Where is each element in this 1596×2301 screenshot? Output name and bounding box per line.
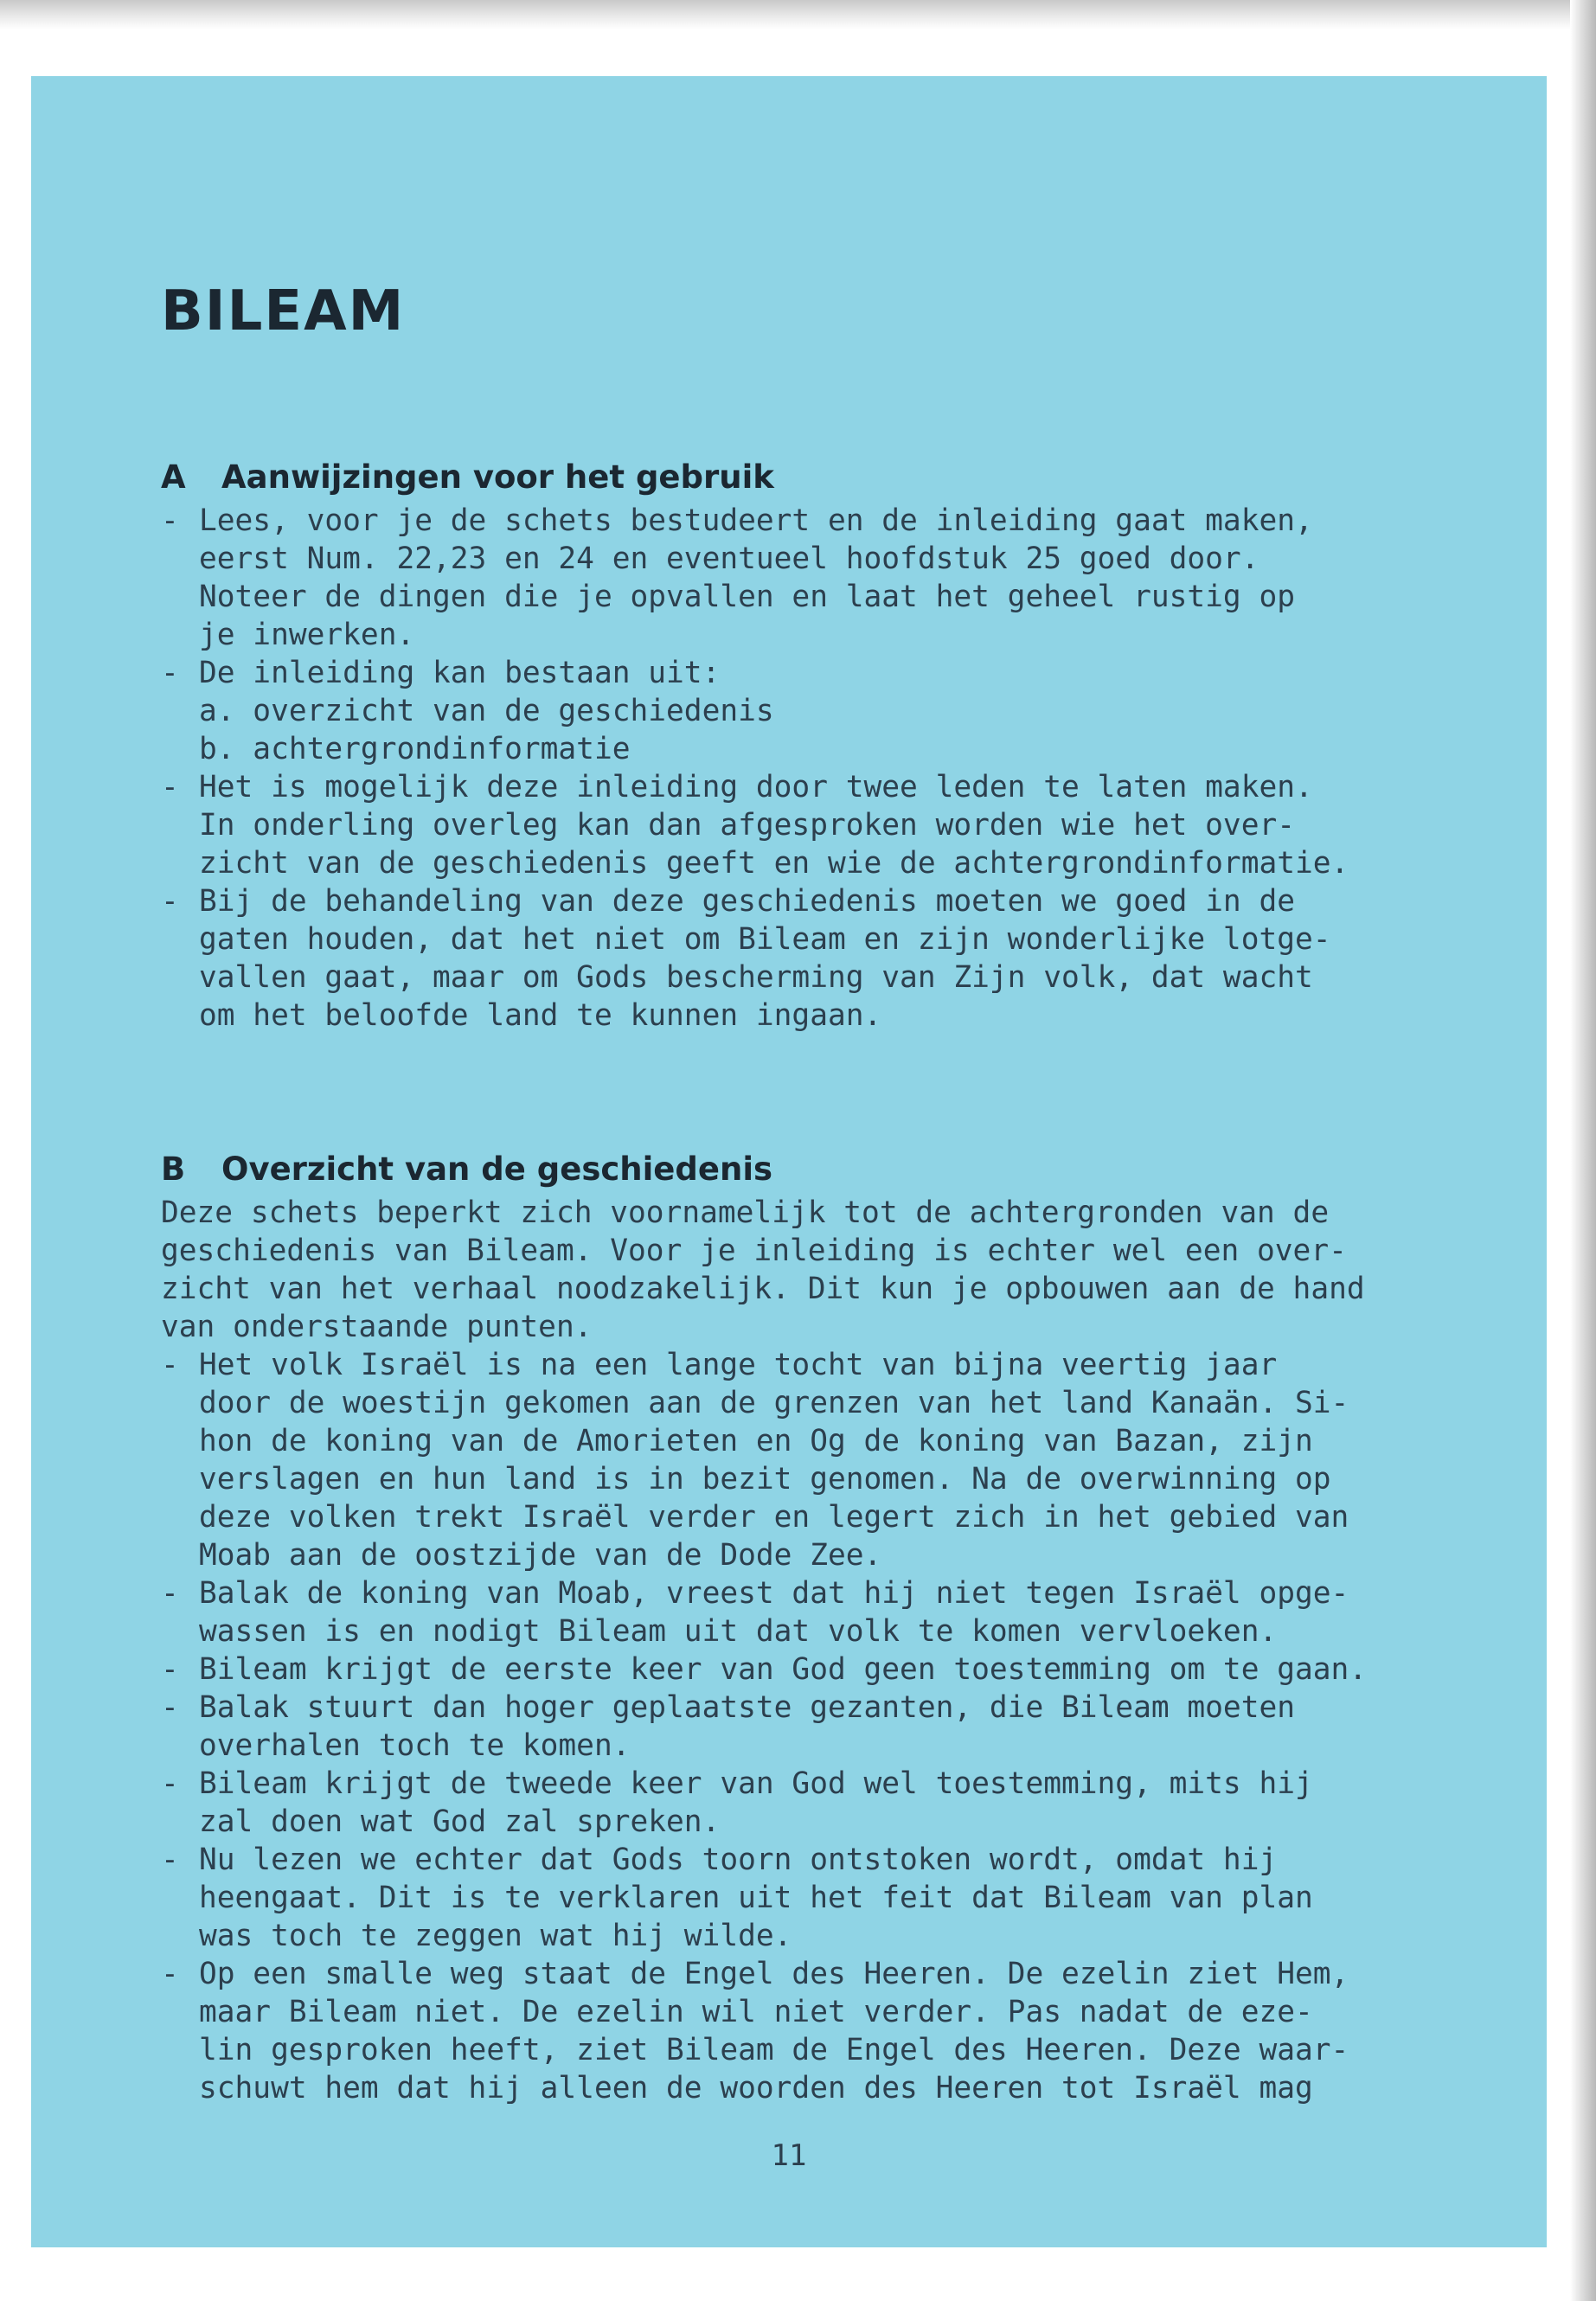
section-a-heading-text: Aanwijzingen voor het gebruik bbox=[221, 458, 774, 496]
continuation-line: was toch te zeggen wat hij wilde. bbox=[199, 1919, 792, 1953]
continuation-line: Noteer de dingen die je opvallen en laat het geheel rustig op bbox=[199, 580, 1296, 614]
page-number: 11 bbox=[771, 2138, 807, 2173]
bullet-dash: - bbox=[161, 884, 179, 919]
continuation-line: overhalen toch te komen. bbox=[199, 1728, 631, 1763]
bullet-line bbox=[161, 654, 1510, 692]
continuation-line: zal doen wat God zal spreken. bbox=[199, 1804, 721, 1839]
section-b bbox=[161, 1149, 1510, 2107]
bullet-dash: - bbox=[161, 1576, 179, 1611]
scan-edge-right bbox=[1570, 0, 1596, 2301]
bullet-dash: - bbox=[161, 1766, 179, 1801]
continuation-line: deze volken trekt Israël verder en legert zich in het gebied van bbox=[199, 1500, 1349, 1535]
continuation-line: wassen is en nodigt Bileam uit dat volk te komen vervloeken. bbox=[199, 1614, 1278, 1649]
bullet-line bbox=[161, 1574, 1510, 1612]
text-line: Deze schets beperkt zich voornamelijk tot de achtergronden van de bbox=[161, 1195, 1330, 1230]
line-text: Balak stuurt dan hoger geplaatste gezanten, die Bileam moeten bbox=[199, 1690, 1296, 1725]
section-b-body bbox=[161, 1194, 1510, 2107]
line-text: De inleiding kan bestaan uit: bbox=[199, 656, 721, 690]
continuation-line: zicht van de geschiedenis geeft en wie de achtergrondinformatie. bbox=[199, 846, 1349, 881]
line-text: Bij de behandeling van deze geschiedenis moeten we goed in de bbox=[199, 884, 1296, 919]
bullet-dash: - bbox=[161, 1843, 179, 1877]
bullet-dash: - bbox=[161, 656, 179, 690]
continuation-line: Moab aan de oostzijde van de Dode Zee. bbox=[199, 1538, 882, 1573]
bullet-dash: - bbox=[161, 1957, 179, 1991]
bullet-dash: - bbox=[161, 1690, 179, 1725]
continuation-line: gaten houden, dat het niet om Bileam en zijn wonderlijke lotge- bbox=[199, 922, 1331, 957]
line-text: Lees, voor je de schets bestudeert en de inleiding gaat maken, bbox=[199, 503, 1313, 538]
continuation-line: maar Bileam niet. De ezelin wil niet verder. Pas nadat de eze- bbox=[199, 1995, 1313, 2029]
text-line: van onderstaande punten. bbox=[161, 1310, 593, 1344]
bullet-line bbox=[161, 1650, 1510, 1689]
continuation-line: je inwerken. bbox=[199, 618, 415, 652]
continuation-line: a. overzicht van de geschiedenis bbox=[199, 694, 774, 728]
continuation-line: vallen gaat, maar om Gods bescherming van Zijn volk, dat wacht bbox=[199, 960, 1313, 995]
line-text: Nu lezen we echter dat Gods toorn ontstoken wordt, omdat hij bbox=[199, 1843, 1278, 1877]
continuation-line: lin gesproken heeft, ziet Bileam de Engel des Heeren. Deze waar- bbox=[199, 2033, 1349, 2067]
section-a bbox=[161, 457, 1510, 1035]
continuation-line: verslagen en hun land is in bezit genomen. Na de overwinning op bbox=[199, 1462, 1331, 1497]
section-b-heading bbox=[161, 1149, 1510, 1190]
scan-edge-top bbox=[0, 0, 1596, 29]
text-line: geschiedenis van Bileam. Voor je inleiding is echter wel een over- bbox=[161, 1234, 1347, 1268]
line-text: Het is mogelijk deze inleiding door twee leden te laten maken. bbox=[199, 770, 1313, 804]
bullet-dash: - bbox=[161, 503, 179, 538]
line-text: Bileam krijgt de tweede keer van God wel toestemming, mits hij bbox=[199, 1766, 1313, 1801]
page-title: BILEAM bbox=[161, 279, 406, 343]
bullet-dash: - bbox=[161, 1652, 179, 1687]
bullet-dash: - bbox=[161, 770, 179, 804]
text-line: zicht van het verhaal noodzakelijk. Dit kun je opbouwen aan de hand bbox=[161, 1272, 1365, 1306]
bullet-line bbox=[161, 882, 1510, 920]
continuation-line: heengaat. Dit is te verklaren uit het feit dat Bileam van plan bbox=[199, 1881, 1313, 1915]
continuation-line: b. achtergrondinformatie bbox=[199, 732, 631, 766]
document-page bbox=[31, 76, 1547, 2247]
continuation-line: In onderling overleg kan dan afgesproken worden wie het over- bbox=[199, 808, 1296, 843]
bullet-line bbox=[161, 1689, 1510, 1727]
bullet-line bbox=[161, 1841, 1510, 1879]
continuation-line: om het beloofde land te kunnen ingaan. bbox=[199, 998, 882, 1033]
continuation-line: schuwt hem dat hij alleen de woorden des Heeren tot Israël mag bbox=[199, 2071, 1313, 2106]
line-text: Op een smalle weg staat de Engel des Heeren. De ezelin ziet Hem, bbox=[199, 1957, 1349, 1991]
line-text: Bileam krijgt de eerste keer van God geen toestemming om te gaan. bbox=[199, 1652, 1368, 1687]
line-text: Balak de koning van Moab, vreest dat hij niet tegen Israël opge- bbox=[199, 1576, 1349, 1611]
bullet-line bbox=[161, 1765, 1510, 1803]
continuation-line: door de woestijn gekomen aan de grenzen van het land Kanaän. Si- bbox=[199, 1386, 1349, 1420]
line-text: Het volk Israël is na een lange tocht van bijna veertig jaar bbox=[199, 1348, 1278, 1382]
bullet-line bbox=[161, 768, 1510, 806]
bullet-line bbox=[161, 1346, 1510, 1384]
section-a-heading bbox=[161, 457, 1510, 498]
continuation-line: hon de koning van de Amorieten en Og de koning van Bazan, zijn bbox=[199, 1424, 1313, 1458]
bullet-line bbox=[161, 502, 1510, 540]
section-a-letter: A bbox=[161, 458, 186, 496]
bullet-dash: - bbox=[161, 1348, 179, 1382]
section-a-body bbox=[161, 502, 1510, 1035]
section-b-heading-text: Overzicht van de geschiedenis bbox=[221, 1150, 773, 1188]
continuation-line: eerst Num. 22,23 en 24 en eventueel hoofdstuk 25 goed door. bbox=[199, 542, 1259, 576]
bullet-line bbox=[161, 1955, 1510, 1993]
section-b-letter: B bbox=[161, 1150, 186, 1188]
